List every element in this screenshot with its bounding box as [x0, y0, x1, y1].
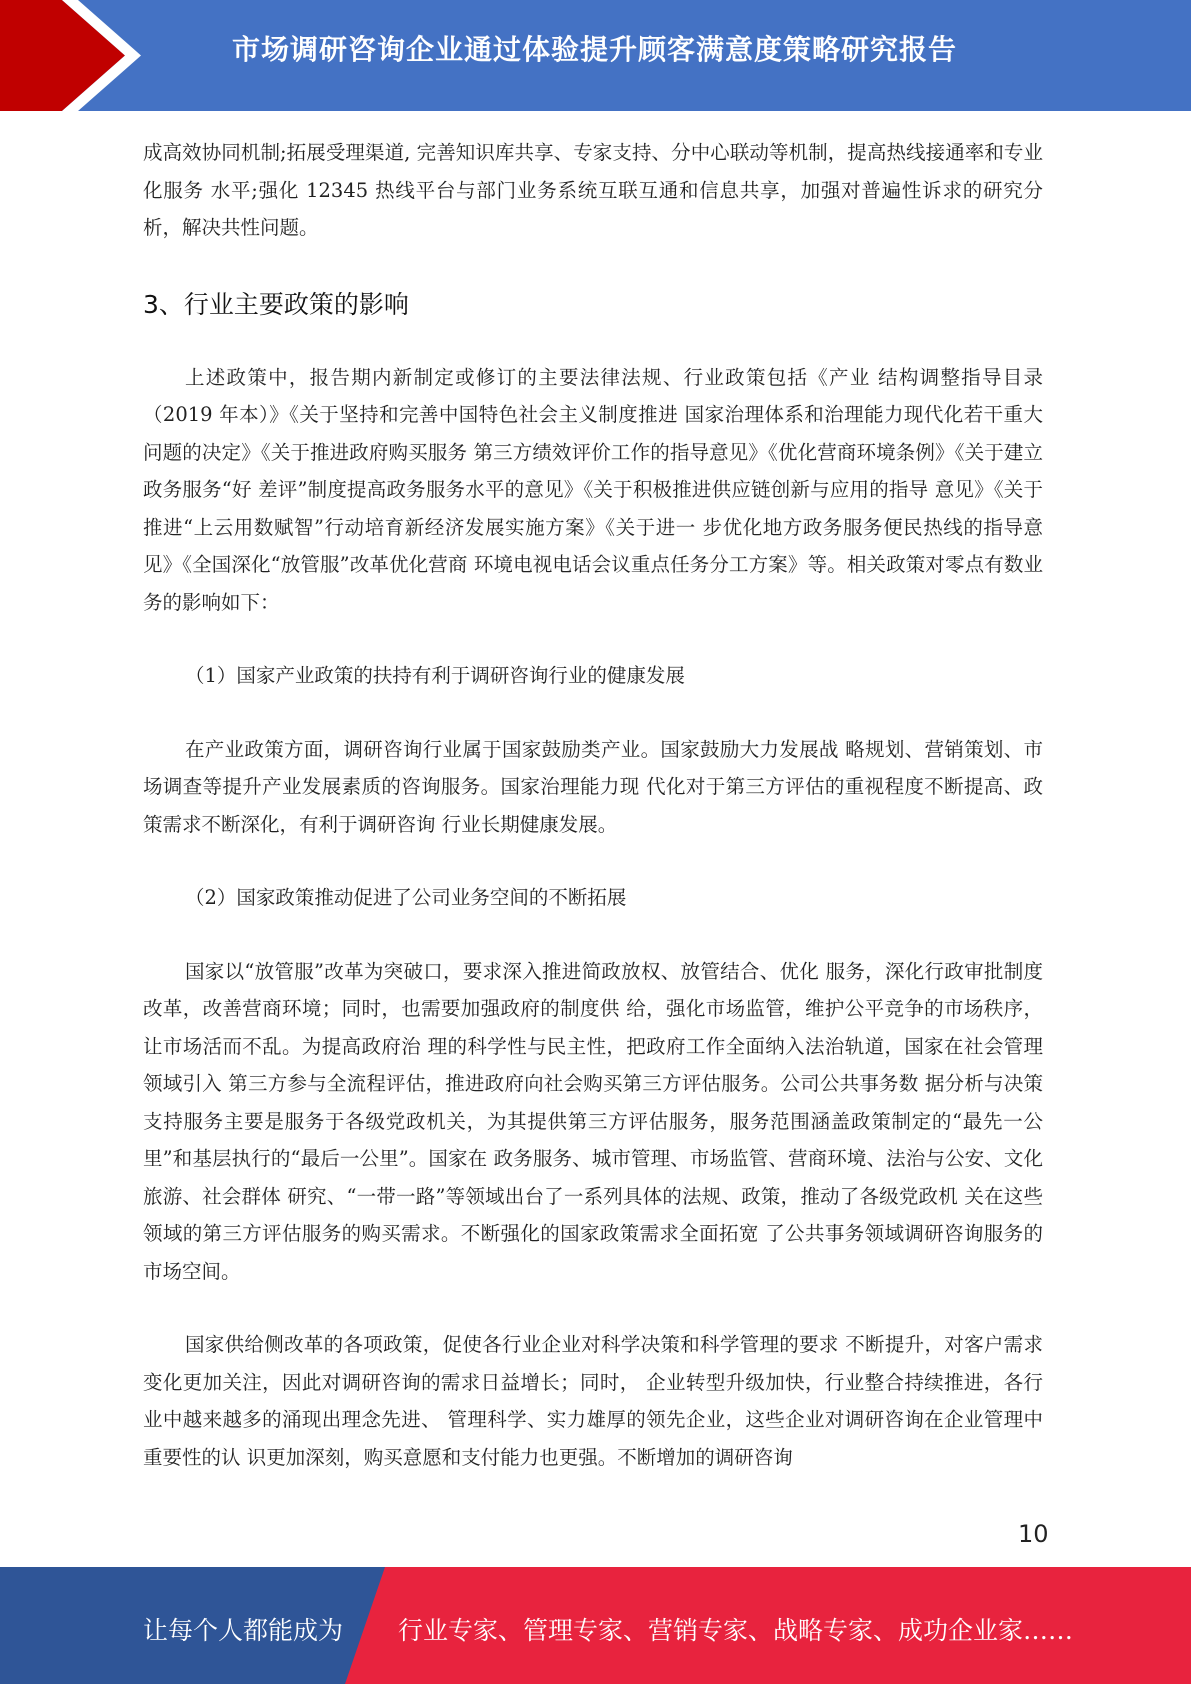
footer-slogan-left: 让每个人都能成为	[143, 1616, 344, 1645]
page-footer	[0, 1567, 1191, 1684]
page-number: 10	[1018, 1520, 1049, 1548]
paragraph-4: 国家供给侧改革的各项政策，促使各行业企业对科学决策和科学管理的要求 不断提升，对客户需求变化更加关注，因此对调研咨询的需求日益增长；同时， 企业转型升级加快，行业整合持续推进，各行业中越来越多的涌现出理念先进、 管理科学、实力雄厚的领先企业，这些企业对调研咨询在企业管理中重要性的认 识更加深刻，购买意愿和支付能力也更强。不断增加的调研咨询	[143, 1333, 1043, 1469]
page-content	[143, 134, 1043, 1476]
intro-paragraph: 成高效协同机制;拓展受理渠道, 完善知识库共享、专家支持、分中心联动等机制，提高热线接通率和专业化服务 水平;强化 12345 热线平台与部门业务系统互联互通和信息共享，加强对普遍性诉求的研究分析，解决共性问题。	[143, 141, 1043, 239]
subheading-2: （2）国家政策推动促进了公司业务空间的不断拓展	[185, 886, 627, 909]
header-arrow-icon	[0, 0, 160, 111]
report-title: 市场调研咨询企业通过体验提升顾客满意度策略研究报告	[232, 33, 958, 66]
section-heading: 3、行业主要政策的影响	[143, 289, 409, 319]
paragraph-3: 国家以“放管服”改革为突破口，要求深入推进简政放权、放管结合、优化 服务，深化行政审批制度改革，改善营商环境；同时，也需要加强政府的制度供 给，强化市场监管，维护公平竞争的市场秩序，让市场活而不乱。为提高政府治 理的科学性与民主性，把政府工作全面纳入法治轨道，国家在社会管理领域引入 第三方参与全流程评估，推进政府向社会购买第三方评估服务。公司公共事务数 据分析与决策支持服务主要是服务于各级党政机关，为其提供第三方评估服务，服务范围涵盖政策制定的“最先一公里”和基层执行的“最后一公里”。国家在 政务服务、城市管理、市场监管、营商环境、法治与公安、文化旅游、社会群体 研究、“一带一路”等领域出台了一系列具体的法规、政策，推动了各级党政机 关在这些领域的第三方评估服务的购买需求。不断强化的国家政策需求全面拓宽 了公共事务领域调研咨询服务的市场空间。	[143, 959, 1043, 1283]
subheading-1: （1）国家产业政策的扶持有利于调研咨询行业的健康发展	[185, 664, 685, 687]
paragraph-2: 在产业政策方面，调研咨询行业属于国家鼓励类产业。国家鼓励大力发展战 略规划、营销策划、市场调查等提升产业发展素质的咨询服务。国家治理能力现 代化对于第三方评估的重视程度不断提高、政策需求不断深化，有利于调研咨询 行业长期健康发展。	[143, 737, 1043, 836]
paragraph-1: 上述政策中，报告期内新制定或修订的主要法律法规、行业政策包括《产业 结构调整指导目录（2019 年本）》《关于坚持和完善中国特色社会主义制度推进 国家治理体系和治理能力现代化若干重大问题的决定》《关于推进政府购买服务 第三方绩效评价工作的指导意见》《优化营商环境条例》《关于建立政务服务“好 差评”制度提高政务服务水平的意见》《关于积极推进供应链创新与应用的指导 意见》《关于推进“上云用数赋智”行动培育新经济发展实施方案》《关于进一 步优化地方政务服务便民热线的指导意见》《全国深化“放管服”改革优化营商 环境电视电话会议重点任务分工方案》等。相关政策对零点有数业务的影响如下：	[143, 365, 1043, 614]
page-header	[0, 0, 1191, 111]
footer-slogan-right: 行业专家、管理专家、营销专家、战略专家、成功企业家……	[398, 1616, 1074, 1645]
